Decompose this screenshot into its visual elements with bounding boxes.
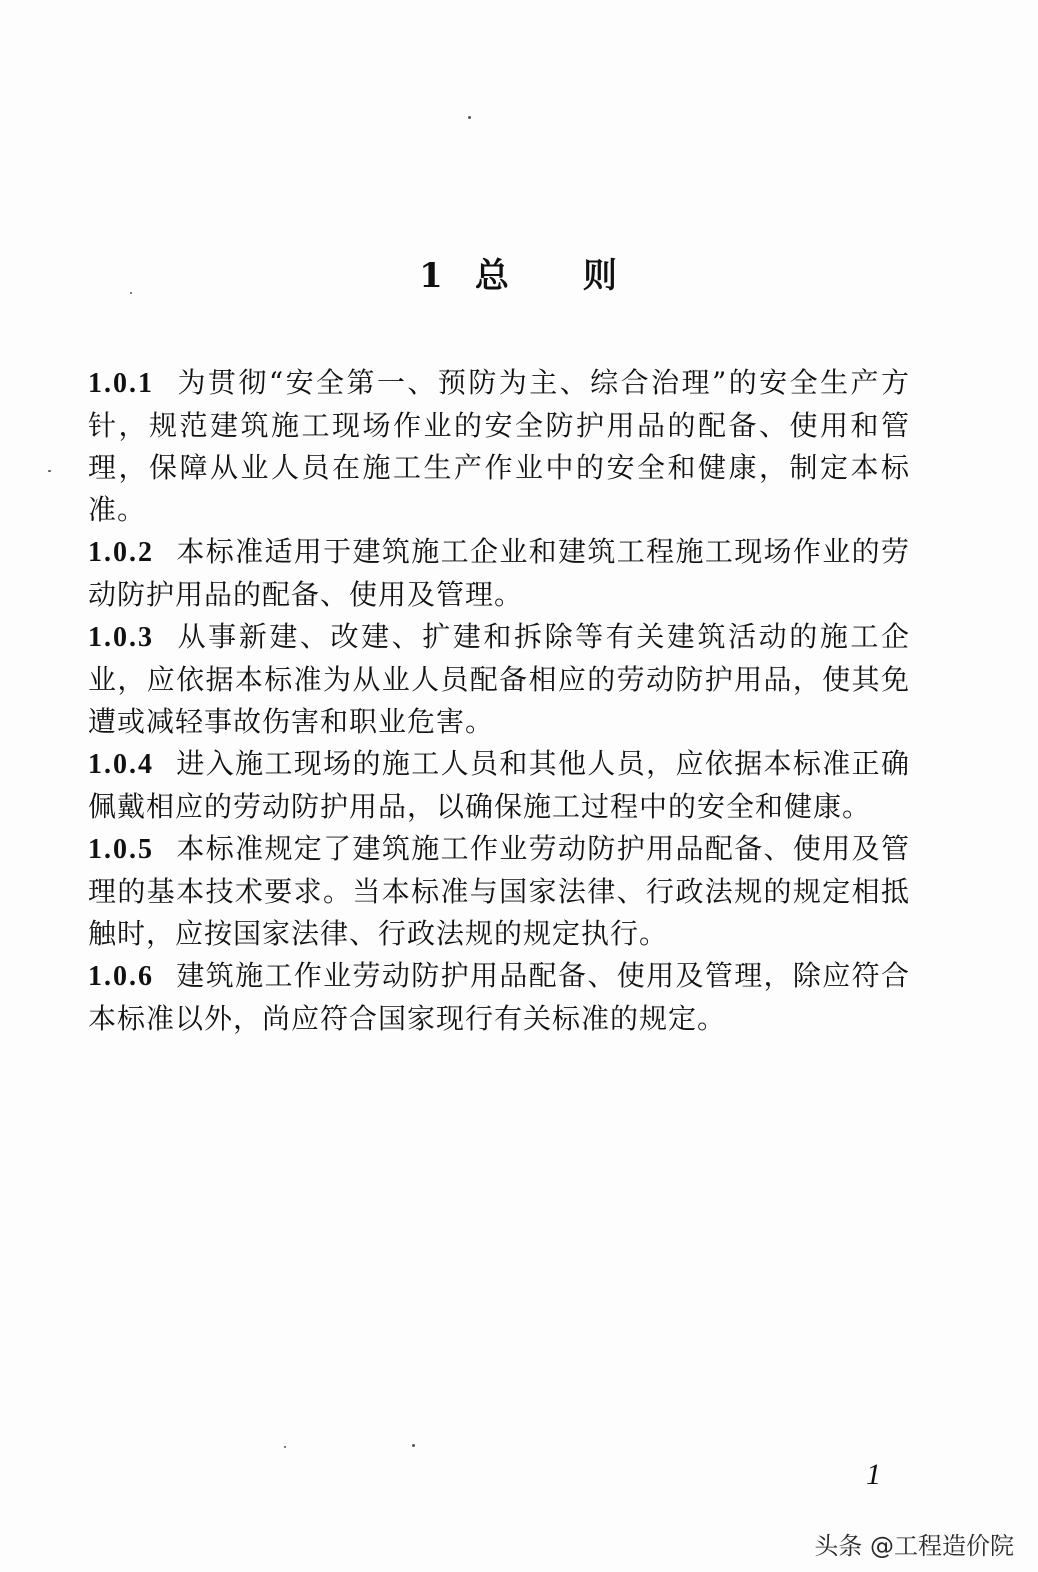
chapter-number: 1 [419,256,445,296]
clause-text: 为贯彻“安全第一、预防为主、综合治理”的安全生产方针，规范建筑施工现场作业的安全防护用品的配备、使用和管理，保障从业人员在施工生产作业中的安全和健康，制定本标准。 [88,366,910,526]
page-number: 1 [866,1458,881,1491]
clause-text: 建筑施工作业劳动防护用品配备、使用及管理，除应符合本标准以外，尚应符合国家现行有关标准的规定。 [88,959,910,1035]
scan-speck [468,116,471,119]
clause-number: 1.0.6 [88,961,154,992]
scan-speck [48,470,51,472]
clause-text: 从事新建、改建、扩建和拆除等有关建筑活动的施工企业，应依据本标准为从业人员配备相应的劳动防护用品，使其免遭或减轻事故伤害和职业危害。 [88,620,910,738]
clause-number: 1.0.3 [88,622,154,653]
clause-list [88,362,910,1040]
clause-1-0-6 [88,955,910,1040]
chapter-title-part2: 则 [582,256,619,296]
watermark: 头条 @工程造价院 [814,1532,1014,1560]
clause-number: 1.0.4 [88,749,154,780]
chapter-title [0,248,1038,297]
clause-text: 本标准规定了建筑施工作业劳动防护用品配备、使用及管理的基本技术要求。当本标准与国家法律、行政法规的规定相抵触时，应按国家法律、行政法规的规定执行。 [88,832,910,950]
clause-1-0-1 [88,362,910,531]
clause-text: 进入施工现场的施工人员和其他人员，应依据本标准正确佩戴相应的劳动防护用品，以确保施工过程中的安全和健康。 [88,747,910,823]
clause-number: 1.0.5 [88,834,154,865]
scan-speck [412,1444,415,1447]
clause-1-0-3 [88,616,910,743]
clause-number: 1.0.1 [88,368,154,399]
scan-speck [284,1446,286,1448]
clause-1-0-5 [88,828,910,955]
clause-1-0-4 [88,743,910,828]
clause-text: 本标准适用于建筑施工企业和建筑工程施工现场作业的劳动防护用品的配备、使用及管理。 [88,535,910,611]
clause-1-0-2 [88,531,910,616]
chapter-title-part1: 总 [474,256,511,296]
clause-number: 1.0.2 [88,537,154,568]
